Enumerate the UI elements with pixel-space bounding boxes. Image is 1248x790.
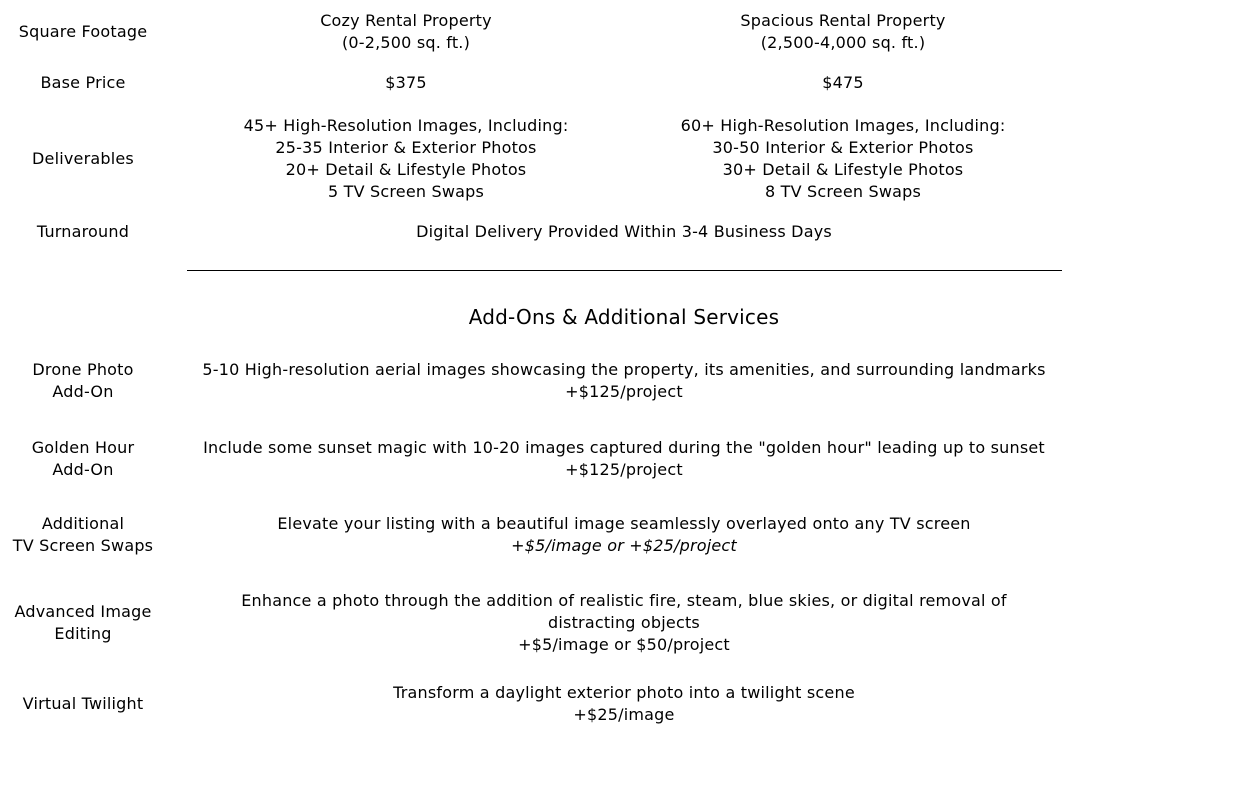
golden-hour-description: Include some sunset magic with 10-20 images captured during the "golden hour" leading up to sunset (203, 438, 1045, 457)
virtual-twilight-addon-label: Virtual Twilight (22, 694, 144, 713)
spacious-deliverable-item: 30+ Detail & Lifestyle Photos (722, 160, 964, 179)
advanced-editing-description-line: distracting objects (548, 613, 700, 632)
cozy-property-header (186, 10, 626, 54)
drone-label-line: Drone Photo (32, 360, 134, 379)
spacious-deliverables (623, 115, 1063, 203)
tv-swaps-addon-details (186, 513, 1062, 557)
advanced-editing-price: +$5/image or $50/project (518, 635, 730, 654)
advanced-editing-label-line: Editing (54, 624, 112, 643)
virtual-twilight-addon-details (186, 682, 1062, 726)
turnaround-label: Turnaround (36, 222, 130, 241)
drone-addon-details (186, 359, 1062, 403)
tv-swaps-label-line: TV Screen Swaps (12, 536, 154, 555)
advanced-editing-addon-details (186, 590, 1062, 656)
spacious-deliverable-item: 60+ High-Resolution Images, Including: (680, 116, 1006, 135)
spacious-base-price: $475 (822, 73, 864, 92)
turnaround-value: Digital Delivery Provided Within 3-4 Business Days (416, 222, 832, 241)
spacious-property-range: (2,500-4,000 sq. ft.) (760, 33, 926, 52)
cozy-deliverable-item: 5 TV Screen Swaps (327, 182, 485, 201)
golden-hour-label-line: Add-On (52, 460, 114, 479)
advanced-editing-label-line: Advanced Image (14, 602, 152, 621)
drone-price: +$125/project (565, 382, 683, 401)
cozy-base-price: $375 (385, 73, 427, 92)
spacious-deliverable-item: 8 TV Screen Swaps (764, 182, 922, 201)
advanced-editing-addon-label (0, 601, 166, 645)
virtual-twilight-price: +$25/image (573, 705, 675, 724)
drone-description: 5-10 High-resolution aerial images showcasing the property, its amenities, and surrounding landmarks (202, 360, 1046, 379)
deliverables-label: Deliverables (32, 149, 134, 168)
tv-swaps-price: +$5/image or +$25/project (511, 536, 737, 555)
base-price-label: Base Price (40, 73, 126, 92)
section-divider (187, 270, 1062, 271)
tv-swaps-description: Elevate your listing with a beautiful image seamlessly overlayed onto any TV screen (277, 514, 971, 533)
golden-hour-price: +$125/project (565, 460, 683, 479)
spacious-deliverable-item: 30-50 Interior & Exterior Photos (712, 138, 974, 157)
cozy-deliverable-item: 45+ High-Resolution Images, Including: (243, 116, 569, 135)
golden-hour-addon-details (186, 437, 1062, 481)
drone-label-line: Add-On (52, 382, 114, 401)
golden-hour-label-line: Golden Hour (31, 438, 135, 457)
cozy-property-name: Cozy Rental Property (320, 11, 492, 30)
spacious-property-header (623, 10, 1063, 54)
cozy-deliverable-item: 25-35 Interior & Exterior Photos (275, 138, 537, 157)
cozy-property-range: (0-2,500 sq. ft.) (341, 33, 471, 52)
addons-title: Add-Ons & Additional Services (468, 305, 780, 329)
tv-swaps-addon-label (0, 513, 166, 557)
tv-swaps-label-line: Additional (41, 514, 125, 533)
cozy-deliverable-item: 20+ Detail & Lifestyle Photos (285, 160, 527, 179)
drone-addon-label (0, 359, 166, 403)
virtual-twilight-description: Transform a daylight exterior photo into a twilight scene (393, 683, 855, 702)
square-footage-label: Square Footage (18, 22, 148, 41)
advanced-editing-description-line: Enhance a photo through the addition of realistic fire, steam, blue skies, or digital removal of (241, 591, 1007, 610)
spacious-property-name: Spacious Rental Property (740, 11, 946, 30)
golden-hour-addon-label (0, 437, 166, 481)
cozy-deliverables (186, 115, 626, 203)
